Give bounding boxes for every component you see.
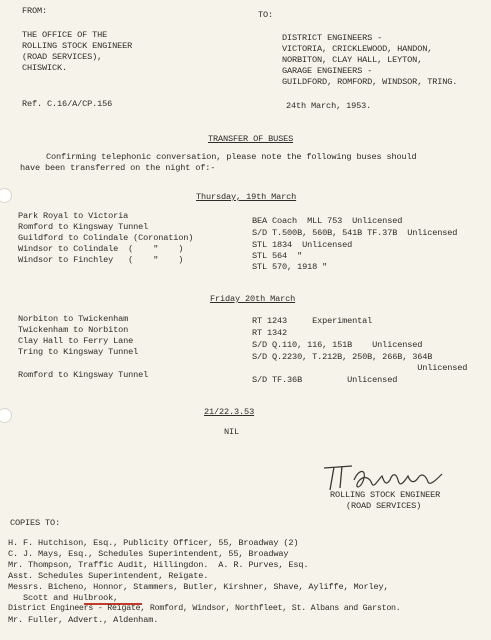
signatory-title-1: ROLLING STOCK ENGINEER [330, 490, 441, 500]
from-line-1: THE OFFICE OF THE [22, 30, 108, 40]
nil-entry: NIL [224, 427, 240, 437]
row-detail: STL 570, 1918 " [252, 262, 328, 272]
from-label: FROM: [22, 6, 48, 16]
document-title: TRANSFER OF BUSES [208, 134, 294, 144]
signatory-title-2: (ROAD SERVICES) [346, 501, 422, 511]
row-detail-continued: Unlicensed [252, 363, 468, 373]
row-route: Guildford to Colindale (Coronation) [18, 233, 194, 243]
copy-line-5: Messrs. Bicheno, Honnor, Stammers, Butler, Kirshner, Shave, Ayliffe, Morley, [8, 582, 389, 592]
copy-line-7: District Engineers - Reigate, Romford, Windsor, Northfleet, St. Albans and Garston. [8, 604, 401, 613]
row-route: Windsor to Colindale ( " ) [18, 244, 184, 254]
row-route: Twickenham to Norbiton [18, 325, 129, 335]
row-route: Norbiton to Twickenham [18, 314, 129, 324]
row-detail: STL 1834 Unlicensed [252, 240, 353, 250]
row-route: Windsor to Finchley ( " ) [18, 255, 184, 265]
copy-line-3: Mr. Thompson, Traffic Audit, Hillingdon. A. R. Purves, Esq. [8, 560, 309, 570]
intro-line-1: Confirming telephonic conversation, please note the following buses should [46, 152, 417, 162]
row-route: Tring to Kingsway Tunnel [18, 347, 139, 357]
punch-hole-bottom [0, 408, 12, 423]
to-line-3: NORBITON, CLAY HALL, LEYTON, [282, 55, 423, 65]
row-detail: BEA Coach MLL 753 Unlicensed [252, 216, 403, 226]
row-route: Romford to Kingsway Tunnel [18, 222, 149, 232]
from-line-2: ROLLING STOCK ENGINEER [22, 41, 133, 51]
copy-line-4: Asst. Schedules Superintendent, Reigate. [8, 571, 209, 581]
row-detail: STL 564 " [252, 251, 303, 261]
to-line-1: DISTRICT ENGINEERS - [282, 33, 383, 43]
copy-line-6: Scott and Hulbrook, [8, 593, 119, 603]
section-heading: Thursday, 19th March [196, 192, 297, 202]
row-route: Clay Hall to Ferry Lane [18, 336, 134, 346]
row-detail: RT 1342 [252, 328, 288, 338]
to-line-5: GUILDFORD, ROMFORD, WINDSOR, TRING. [282, 77, 458, 87]
punch-hole-top [0, 188, 12, 203]
intro-line-2: have been transferred on the night of:- [20, 163, 216, 173]
section-heading: Friday 20th March [210, 294, 296, 304]
copy-line-2: C. J. Mays, Esq., Schedules Superintendent, 55, Broadway [8, 549, 289, 559]
row-detail: S/D T.500B, 560B, 541B TF.37B Unlicensed [252, 228, 458, 238]
to-line-4: GARAGE ENGINEERS - [282, 66, 373, 76]
copies-label: COPIES TO: [10, 518, 61, 528]
memo-date: 24th March, 1953. [286, 101, 372, 111]
copy-line-8: Mr. Fuller, Advert., Aldenham. [8, 615, 159, 625]
row-detail: S/D TF.36B Unlicensed [252, 375, 398, 385]
from-line-4: CHISWICK. [22, 63, 68, 73]
row-detail: S/D Q.2230, T.212B, 250B, 266B, 364B [252, 352, 433, 362]
row-route: Romford to Kingsway Tunnel [18, 370, 149, 380]
to-line-2: VICTORIA, CRICKLEWOOD, HANDON, [282, 44, 433, 54]
row-route: Park Royal to Victoria [18, 211, 129, 221]
copy-line-1: H. F. Hutchison, Esq., Publicity Officer, 55, Broadway (2) [8, 538, 299, 548]
from-line-3: (ROAD SERVICES), [22, 52, 103, 62]
row-detail: S/D Q.110, 116, 151B Unlicensed [252, 340, 423, 350]
row-detail: RT 1243 Experimental [252, 316, 373, 326]
reference: Ref. C.16/A/CP.156 [22, 99, 113, 109]
to-label: TO: [258, 10, 274, 20]
section-heading: 21/22.3.53 [204, 407, 255, 417]
